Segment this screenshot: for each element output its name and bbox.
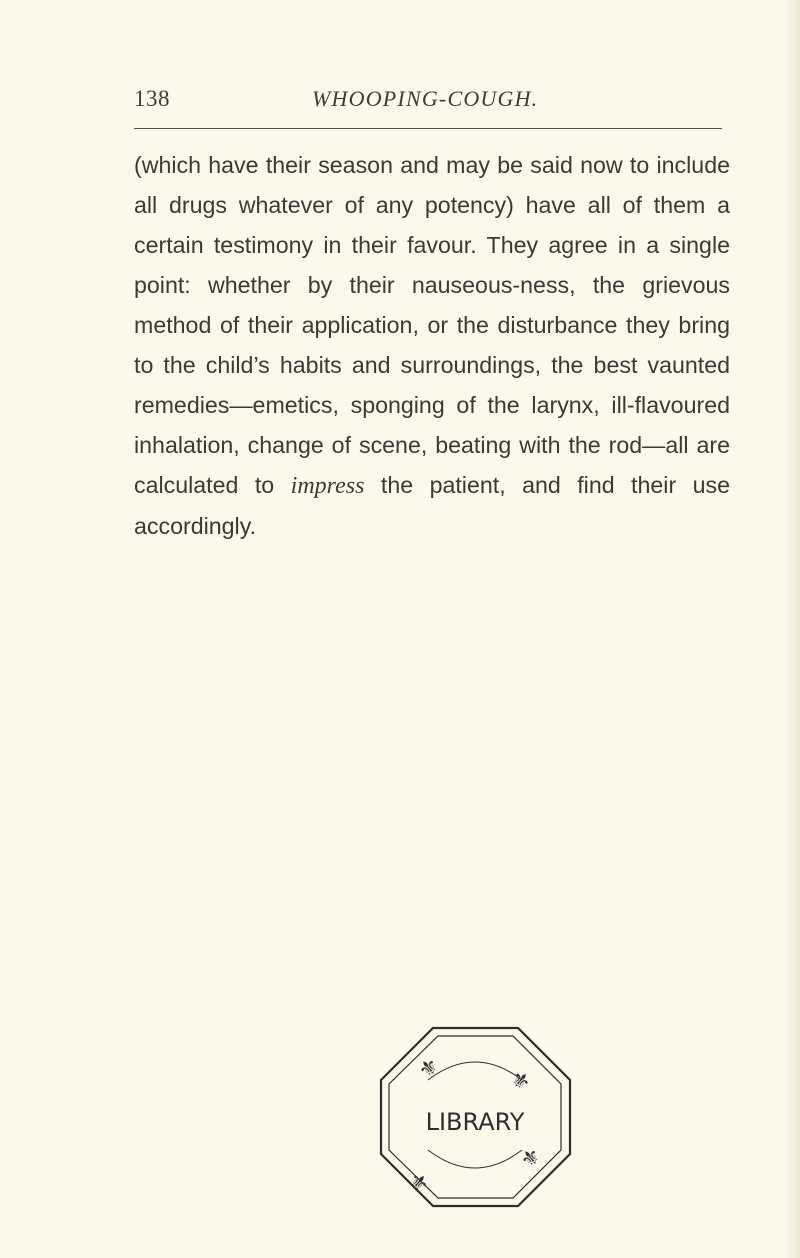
running-head: WHOOPING-COUGH. — [312, 86, 539, 111]
header-rule — [134, 128, 722, 129]
library-stamp — [368, 1022, 578, 1212]
page-header — [134, 86, 722, 126]
body-text-part-1: (which have their season and may be said now to include all drugs whatever of any potency) have all of them a certain testimony in their favour. They agree in a single point: whether by their nauseous-ness, the grievous method of their application, or the disturbance they bring to the child’s habits and surroundings, the best vaunted remedies—emetics, sponging of the larynx, ill-flavoured inhalation, change of scene, beating with the rod—all are calculated to — [134, 152, 730, 498]
emphasis-impress: impress — [290, 473, 365, 499]
body-paragraph — [134, 145, 730, 546]
page-edge — [786, 0, 800, 1258]
svg-text:⚜: ⚜ — [515, 1142, 547, 1175]
svg-text:⚜: ⚜ — [402, 1167, 434, 1200]
svg-text:⚜: ⚜ — [413, 1052, 445, 1085]
page-number: 138 — [134, 86, 170, 111]
stamp-label: LIBRARY — [425, 1108, 525, 1136]
library-stamp-graphic — [368, 1022, 578, 1212]
body-text-part-2: the patient, and find their use accordingly. — [134, 472, 730, 539]
svg-text:⚜: ⚜ — [504, 1065, 536, 1098]
